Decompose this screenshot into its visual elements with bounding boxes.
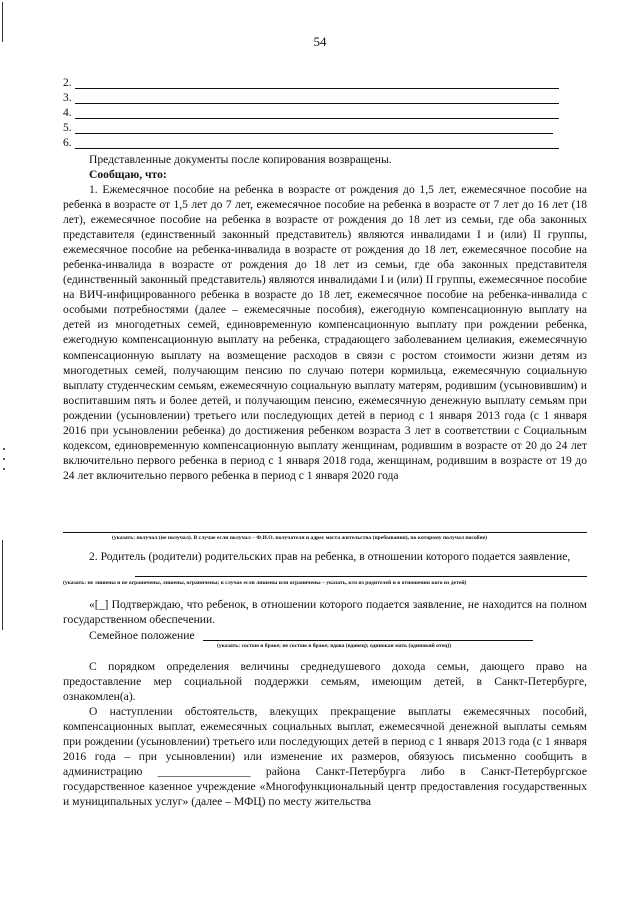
income-paragraph: С порядком определения величины среднедушевого дохода семьи, дающего право на предоставление мер социальной поддержки семьям, имеющим детей, в Санкт-Петербурге, ознакомлен(а). — [63, 660, 587, 704]
family-status-line[interactable] — [203, 640, 533, 641]
binding-dot — [3, 468, 5, 470]
item2-paragraph: 2. Родитель (родители) родительских прав на ребенка, в отношении которого подается заявление, — [89, 550, 571, 563]
confirm-paragraph: «[_] Подтверждаю, что ребенок, в отношении которого подается заявление, не находится на полном государственном обеспечении. — [63, 598, 587, 627]
item1-answer-line — [63, 532, 587, 533]
binding-dot — [3, 448, 5, 450]
item1-note: (указать: получал (не получал). В случае если получал – Ф.И.О. получателя и адрес места жительства (пребывания), по которому получал пособие) — [112, 535, 488, 541]
inform-heading: Сообщаю, что: — [89, 168, 167, 181]
numbered-line: 3. — [63, 91, 72, 106]
numbered-line: 4. — [63, 106, 72, 121]
family-status-note: (указать: состою в браке; не состою в браке; вдова (вдовец); одинокая мать (одинокий отец)) — [217, 643, 452, 649]
numbered-line: 6. — [63, 136, 72, 151]
numbered-line: 2. — [63, 76, 72, 91]
item1-paragraph: 1. Ежемесячное пособие на ребенка в возрасте от рождения до 1,5 лет, ежемесячное пособие на ребенка в возрасте от 1,5 лет до 7 лет, ежемесячное пособие на ребенка в возрасте от 7 лет до 16 лет (18 лет), ежемесячное пособие на ребенка в возрасте от рождения до 18 лет из семьи, где оба законных представителя (единственный законный представитель) являются инвалидами I и (или) II группы, ежемесячное пособие на ребенка-инвалида в возрасте от рождения до 18 лет, ежемесячное пособие на ребенка-инвалида в возрасте от рождения до 18 лет из семьи, где оба законных представителя (единственный законный представитель) являются инвалидами I и (или) II группы, ежемесячное пособие на ВИЧ-инфицированного ребенка в возрасте до 18 лет, ежемесячное пособие на ребенка-инвалида с особыми потребностями (далее – ежемесячные пособия), ежегодную компенсационную выплату на детей из многодетных семей, единовременную компенсационную выплату при рождении ребенка, ежегодную компенсационную выплату на ребенка, страдающего заболеванием целиакия, ежемесячную компенсационную выплату на возмещение расходов в связи с ростом стоимости жизни детям из многодетных семей, получающим пенсию по случаю потери кормильца, ежемесячную социальную выплату студенческим семьям, ежемесячную социальную выплату матерям, родившим (усыновившим) и воспитавшим пять и более детей, и получающим пенсию, ежемесячную денежную выплату семьям при рождении (усыновлении) третьего или последующих детей в период с 1 января 2013 года (с 1 января 2016 при усыновлении ребенка) до достижения ребенком возраста 3 лет в соответствии с Социальным кодексом, единовременную компенсационную выплату женщинам, родившим в возрасте от 20 до 24 лет включительно первого ребенка в период с 1 января 2018 года, женщинам, родившим в возрасте от 19 до 24 лет включительно первого ребенка в период с 1 января 2020 года — [63, 183, 587, 482]
item2-note: (указать: не лишены и не ограничены, лишены, ограничены; в случае если лишены или ограничены – указать, кто из родителей и в отношении кого из детей) — [63, 580, 467, 586]
page-number: 54 — [313, 34, 327, 49]
item2-answer-line — [135, 576, 587, 577]
family-status-label: Семейное положение — [89, 629, 195, 642]
numbered-blank-lines — [63, 76, 72, 151]
documents-returned-text: Представленные документы после копирования возвращены. — [89, 153, 392, 166]
numbered-line: 5. — [63, 121, 72, 136]
obligation-paragraph: О наступлении обстоятельств, влекущих прекращение выплаты ежемесячных пособий, компенсационных выплат, ежемесячных социальных выплат, ежемесячной денежной выплаты семьям при рождении (усыновлении) третьего или последующих детей в период с 1 января 2013 года (с 1 января 2016 года – при усыновлении) или изменение их размеров, обязуюсь письменно сообщить в администрацию ________________ района Санкт-Петербурга либо в Санкт-Петербургское государственное казенное учреждение «Многофункциональный центр предоставления государственных и муниципальных услуг» (далее – МФЦ) по месту жительства — [63, 705, 587, 809]
binding-mark-middle — [2, 540, 3, 630]
binding-dot — [3, 458, 5, 460]
